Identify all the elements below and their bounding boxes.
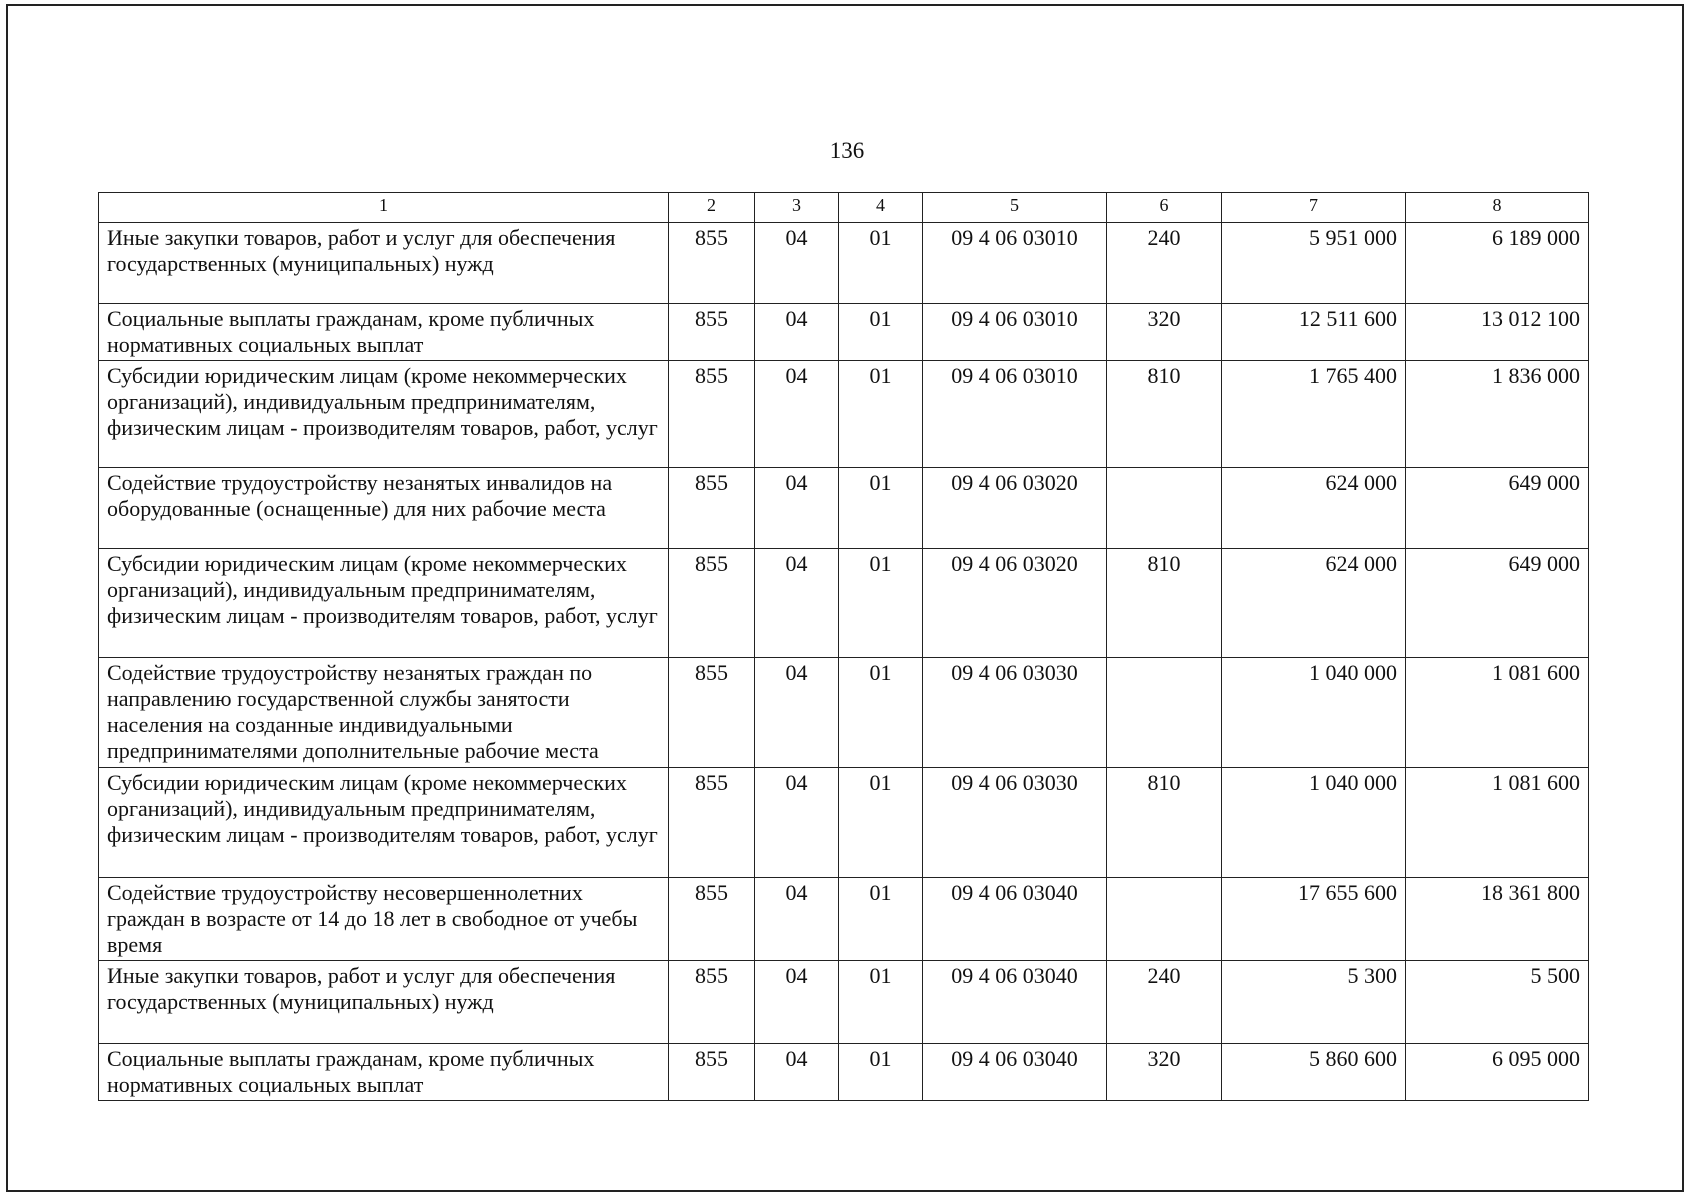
ministry-code-cell: 855 [669,361,755,468]
section-cell: 04 [755,658,839,768]
section-cell: 04 [755,361,839,468]
column-header: 3 [755,193,839,223]
subsection-cell: 01 [839,1044,923,1101]
expense-name-cell: Субсидии юридическим лицам (кроме некоммерческих организаций), индивидуальным предпринимателям, физическим лицам - производителям товаров, работ, услуг [99,361,669,468]
amount-year1-cell: 1 040 000 [1222,658,1406,768]
amount-year1-cell: 5 860 600 [1222,1044,1406,1101]
target-article-cell: 09 4 06 03020 [923,468,1107,549]
expense-type-cell [1107,658,1222,768]
section-cell: 04 [755,878,839,961]
expense-type-cell: 810 [1107,549,1222,658]
target-article-cell: 09 4 06 03010 [923,223,1107,304]
expense-type-cell [1107,878,1222,961]
expense-name-cell: Субсидии юридическим лицам (кроме некоммерческих организаций), индивидуальным предпринимателям, физическим лицам - производителям товаров, работ, услуг [99,549,669,658]
ministry-code-cell: 855 [669,768,755,878]
section-cell: 04 [755,961,839,1044]
expense-name-cell: Содействие трудоустройству незанятых инвалидов на оборудованные (оснащенные) для них рабочие места [99,468,669,549]
ministry-code-cell: 855 [669,549,755,658]
subsection-cell: 01 [839,658,923,768]
amount-year2-cell: 18 361 800 [1406,878,1589,961]
column-header: 5 [923,193,1107,223]
expense-name-cell: Содействие трудоустройству несовершеннолетних граждан в возрасте от 14 до 18 лет в свободное от учебы время [99,878,669,961]
amount-year1-cell: 5 951 000 [1222,223,1406,304]
target-article-cell: 09 4 06 03010 [923,304,1107,361]
section-cell: 04 [755,223,839,304]
ministry-code-cell: 855 [669,304,755,361]
amount-year2-cell: 5 500 [1406,961,1589,1044]
column-header: 8 [1406,193,1589,223]
amount-year1-cell: 1 765 400 [1222,361,1406,468]
section-cell: 04 [755,768,839,878]
budget-table [98,192,1589,1101]
subsection-cell: 01 [839,768,923,878]
subsection-cell: 01 [839,361,923,468]
table-row [99,658,1589,768]
column-header: 4 [839,193,923,223]
amount-year2-cell: 1 081 600 [1406,658,1589,768]
subsection-cell: 01 [839,223,923,304]
expense-type-cell: 810 [1107,768,1222,878]
expense-name-cell: Иные закупки товаров, работ и услуг для обеспечения государственных (муниципальных) нужд [99,961,669,1044]
amount-year2-cell: 649 000 [1406,468,1589,549]
expense-name-cell: Содействие трудоустройству незанятых граждан по направлению государственной службы занятости населения на созданные индивидуальными предпринимателями дополнительные рабочие места [99,658,669,768]
table-row [99,361,1589,468]
expense-type-cell: 320 [1107,1044,1222,1101]
expense-name-cell: Иные закупки товаров, работ и услуг для обеспечения государственных (муниципальных) нужд [99,223,669,304]
amount-year1-cell: 17 655 600 [1222,878,1406,961]
target-article-cell: 09 4 06 03030 [923,658,1107,768]
table-row [99,768,1589,878]
section-cell: 04 [755,304,839,361]
amount-year1-cell: 12 511 600 [1222,304,1406,361]
amount-year1-cell: 5 300 [1222,961,1406,1044]
table-row [99,304,1589,361]
amount-year2-cell: 6 189 000 [1406,223,1589,304]
ministry-code-cell: 855 [669,223,755,304]
ministry-code-cell: 855 [669,658,755,768]
expense-type-cell [1107,468,1222,549]
table-row [99,878,1589,961]
column-number-row [99,193,1589,223]
subsection-cell: 01 [839,468,923,549]
table-row [99,468,1589,549]
expense-name-cell: Субсидии юридическим лицам (кроме некоммерческих организаций), индивидуальным предпринимателям, физическим лицам - производителям товаров, работ, услуг [99,768,669,878]
subsection-cell: 01 [839,878,923,961]
expense-name-cell: Социальные выплаты гражданам, кроме публичных нормативных социальных выплат [99,1044,669,1101]
amount-year2-cell: 6 095 000 [1406,1044,1589,1101]
page-number: 136 [829,138,865,163]
column-header: 7 [1222,193,1406,223]
expense-type-cell: 320 [1107,304,1222,361]
column-header: 1 [99,193,669,223]
column-header: 6 [1107,193,1222,223]
target-article-cell: 09 4 06 03040 [923,961,1107,1044]
ministry-code-cell: 855 [669,878,755,961]
target-article-cell: 09 4 06 03040 [923,1044,1107,1101]
expense-name-cell: Социальные выплаты гражданам, кроме публичных нормативных социальных выплат [99,304,669,361]
ministry-code-cell: 855 [669,961,755,1044]
table-row [99,1044,1589,1101]
ministry-code-cell: 855 [669,468,755,549]
amount-year1-cell: 624 000 [1222,468,1406,549]
subsection-cell: 01 [839,961,923,1044]
target-article-cell: 09 4 06 03040 [923,878,1107,961]
amount-year2-cell: 13 012 100 [1406,304,1589,361]
target-article-cell: 09 4 06 03030 [923,768,1107,878]
section-cell: 04 [755,468,839,549]
amount-year2-cell: 649 000 [1406,549,1589,658]
table-row [99,549,1589,658]
ministry-code-cell: 855 [669,1044,755,1101]
subsection-cell: 01 [839,549,923,658]
target-article-cell: 09 4 06 03010 [923,361,1107,468]
section-cell: 04 [755,549,839,658]
section-cell: 04 [755,1044,839,1101]
amount-year1-cell: 1 040 000 [1222,768,1406,878]
target-article-cell: 09 4 06 03020 [923,549,1107,658]
subsection-cell: 01 [839,304,923,361]
table-row [99,223,1589,304]
amount-year1-cell: 624 000 [1222,549,1406,658]
expense-type-cell: 240 [1107,223,1222,304]
amount-year2-cell: 1 836 000 [1406,361,1589,468]
expense-type-cell: 810 [1107,361,1222,468]
table-row [99,961,1589,1044]
column-header: 2 [669,193,755,223]
expense-type-cell: 240 [1107,961,1222,1044]
amount-year2-cell: 1 081 600 [1406,768,1589,878]
